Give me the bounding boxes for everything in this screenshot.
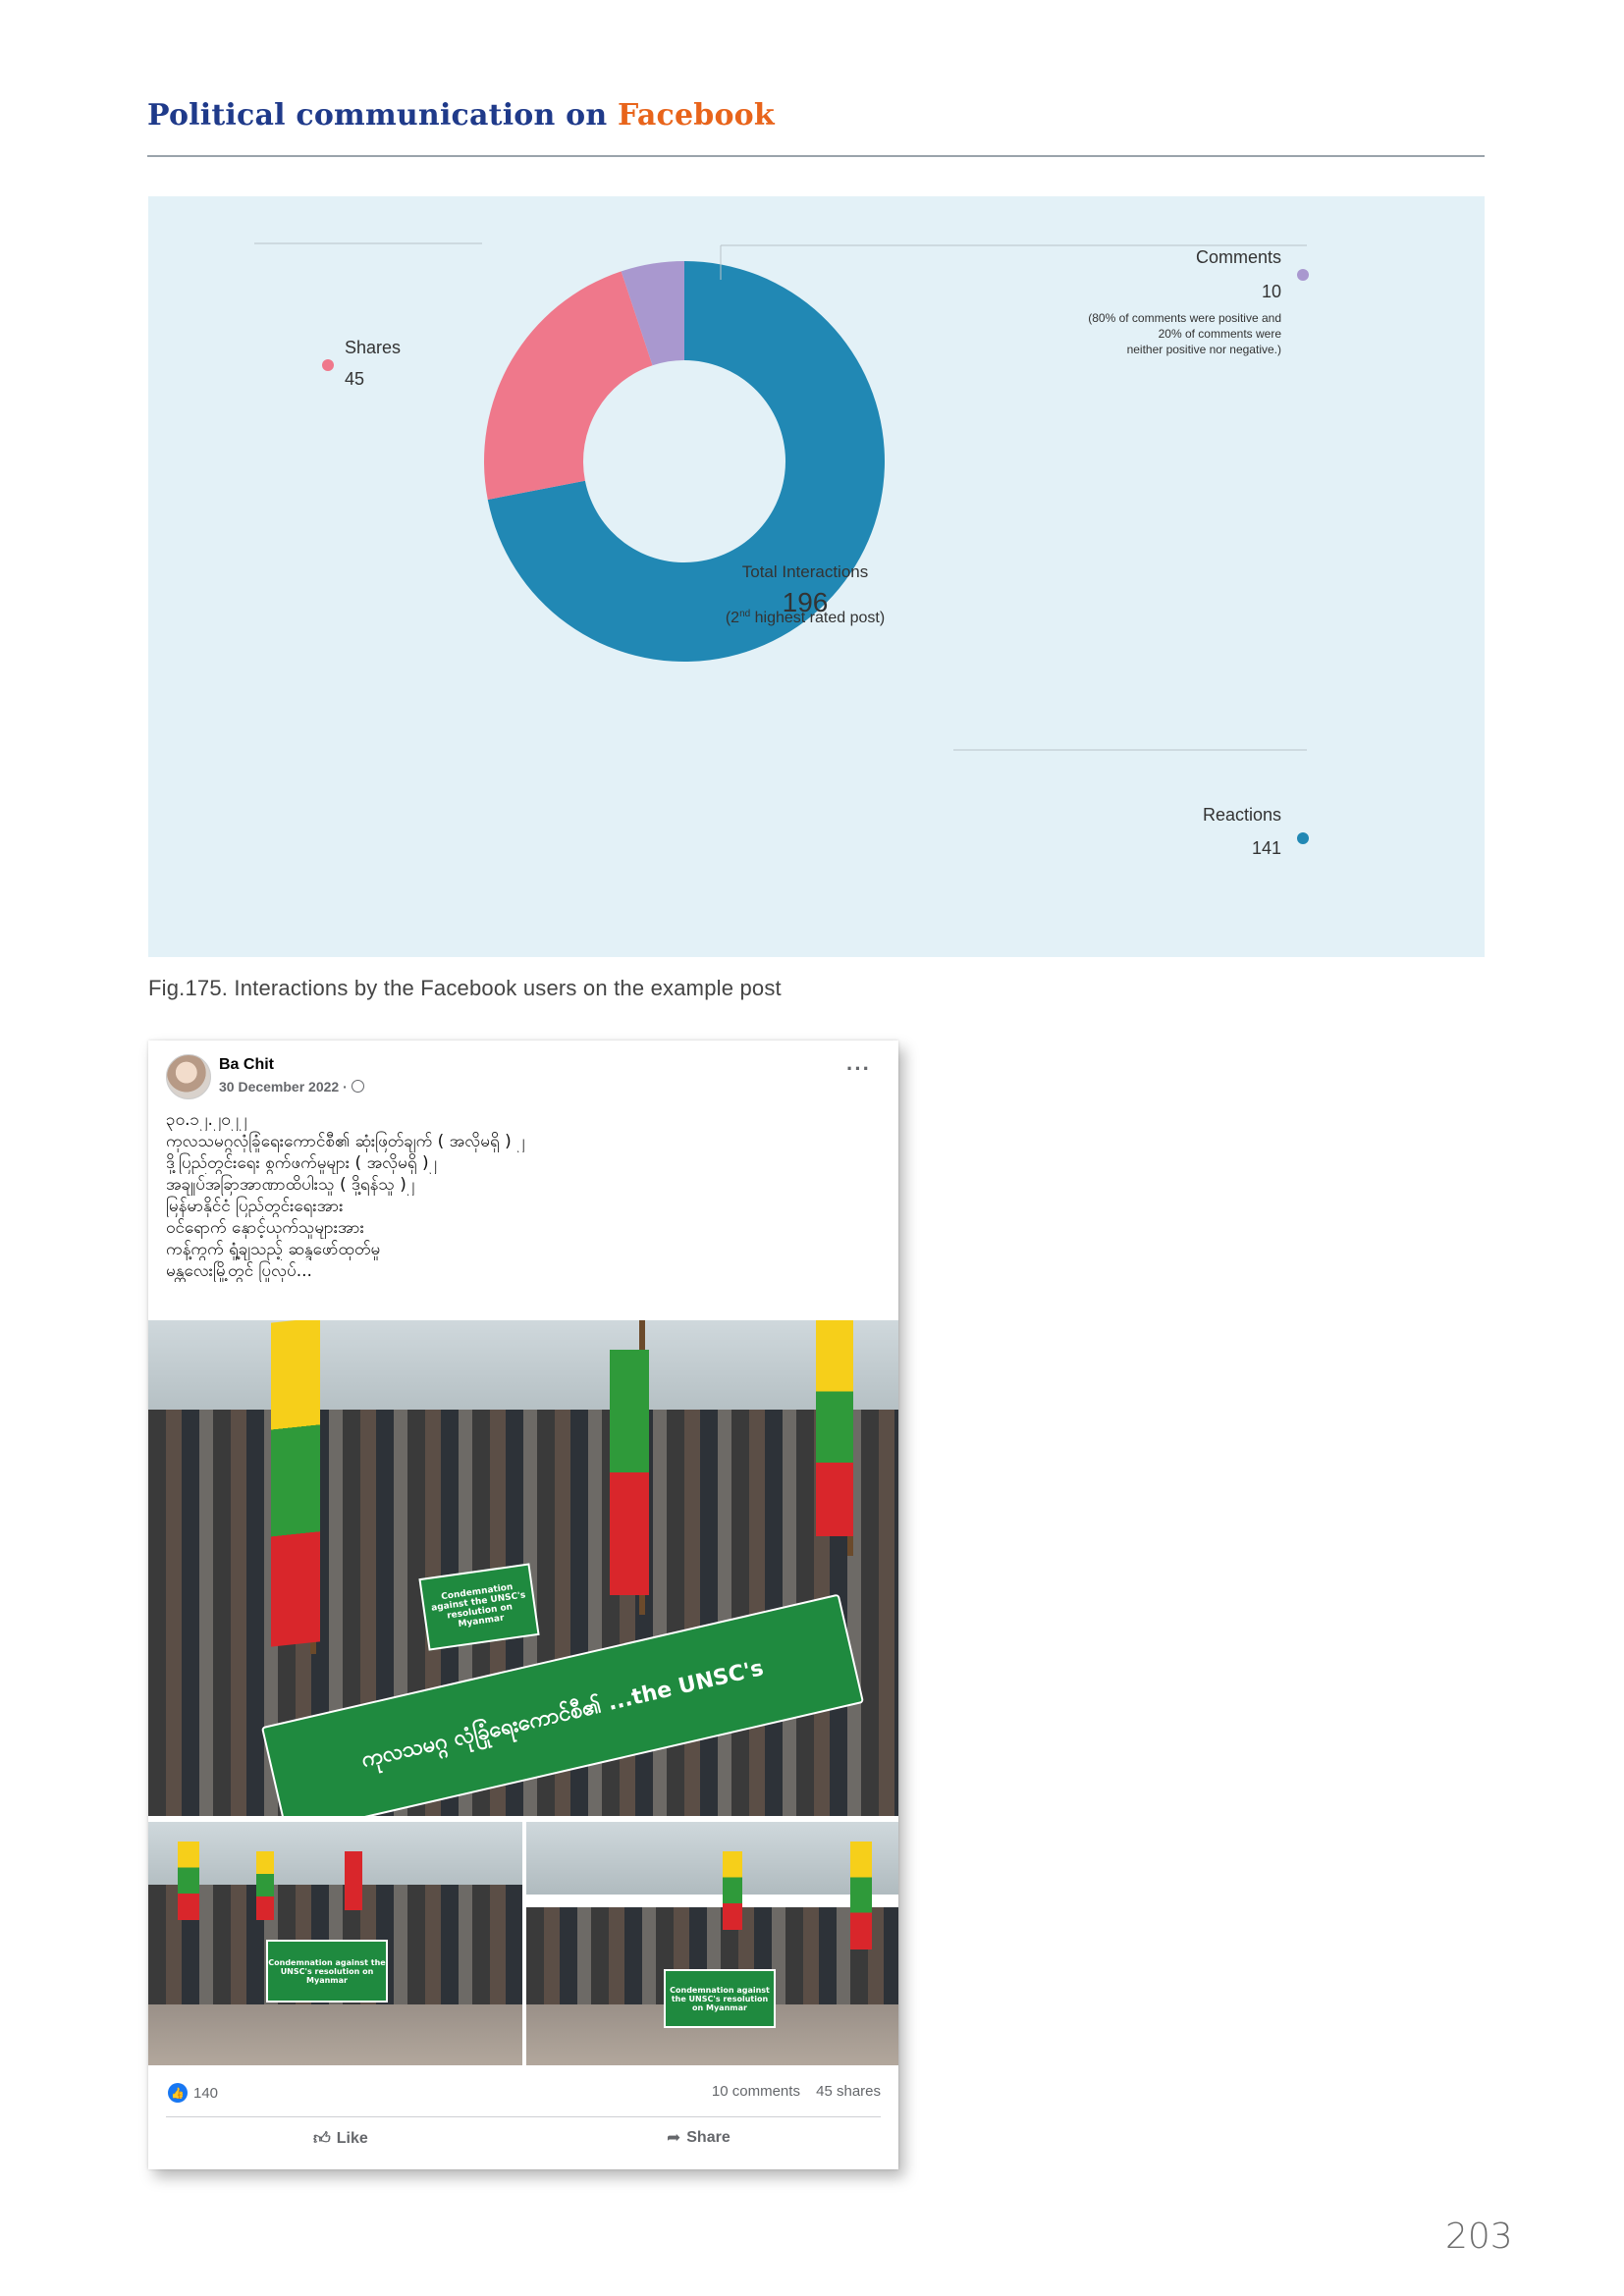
facebook-post — [148, 1041, 898, 2169]
post-line: ၃၀.၁၂.၂၀၂၂ — [166, 1110, 247, 1130]
comments-note-3: neither positive nor negative.) — [1126, 343, 1281, 356]
post-photo-2[interactable] — [148, 1822, 522, 2065]
post-stats — [700, 2083, 881, 2100]
figure-caption: Fig.175. Interactions by the Facebook users on the example post — [148, 976, 782, 1000]
comments-note-1: (80% of comments were positive and — [1088, 311, 1281, 325]
post-line: ကုလသမဂ္ဂလုံခြုံရေးကောင်စီ၏ ဆုံးဖြတ်ချက် ( အလိုမရှိ ) ၂ — [166, 1132, 525, 1151]
reactions-marker — [1297, 832, 1309, 844]
comments-label: Comments — [1195, 247, 1281, 267]
donut-chart — [148, 196, 1485, 957]
shares-count[interactable]: 45 shares — [816, 2083, 881, 2100]
post-line: မြန်မာနိုင်ငံ ပြည်တွင်းရေးအား — [166, 1197, 344, 1216]
thumbs-up-outline-icon: 👍︎ — [313, 2129, 331, 2148]
comments-note-2: 20% of comments were — [1158, 327, 1281, 341]
donut-slice-shares — [484, 271, 653, 500]
post-photo-main[interactable] — [148, 1320, 898, 1816]
thumbs-up-icon: 👍 — [168, 2083, 188, 2103]
post-line: မန္တလေးမြို့တွင် ပြုလုပ်... — [166, 1261, 312, 1281]
page-number: 203 — [1445, 2216, 1513, 2257]
post-header — [166, 1054, 883, 1103]
protest-sign-small: Condemnation against the UNSC's resolution on Myanmar — [418, 1563, 539, 1650]
comments-marker — [1297, 269, 1309, 281]
photo-3-banner: Condemnation against the UNSC's resolution on Myanmar — [664, 1969, 776, 2028]
center-value: 196 — [782, 587, 829, 617]
post-line: ဝင်ရောက် နှောင့်ယှက်သူများအား — [166, 1218, 364, 1238]
post-photo-3[interactable] — [526, 1822, 898, 2065]
page-title-highlight: Facebook — [618, 98, 775, 133]
globe-icon — [352, 1080, 364, 1093]
center-note: (2nd highest rated post) — [725, 609, 886, 626]
header-divider — [147, 155, 1485, 157]
protest-banner-main: ကုလသမဂ္ဂ လုံခြုံရေးကောင်စီ၏ ...the UNSC's — [261, 1594, 864, 1816]
like-button[interactable] — [313, 2128, 368, 2149]
shares-value: 45 — [345, 369, 365, 389]
reactions-label: Reactions — [1202, 805, 1281, 825]
post-text — [166, 1109, 883, 1282]
reaction-count[interactable] — [168, 2083, 218, 2103]
reactions-value: 141 — [1251, 838, 1281, 858]
share-button-label: Share — [686, 2129, 731, 2146]
share-arrow-icon: ➦ — [667, 2128, 681, 2147]
avatar[interactable] — [166, 1054, 211, 1099]
post-line: အချုပ်အခြာအာဏာထိပါးသူ ( ဒို့ရန်သူ )၂ — [166, 1175, 415, 1195]
page-title: Political communication on Facebook — [147, 98, 775, 133]
post-line: ကန့်ကွက် ရှုံ့ချသည့် ဆန္ဒဖော်ထုတ်မှု — [166, 1240, 381, 1259]
more-options-icon[interactable]: ··· — [846, 1056, 871, 1081]
center-label: Total Interactions — [741, 562, 869, 581]
comments-value: 10 — [1261, 282, 1281, 301]
share-button[interactable] — [667, 2128, 731, 2148]
post-line: ဒို့ပြည်တွင်းရေး စွက်ဖက်မှုများ ( အလိုမရှိ )၂ — [166, 1153, 437, 1173]
interactions-chart-panel — [148, 196, 1485, 957]
post-footer — [148, 2071, 898, 2169]
like-count-value: 140 — [193, 2084, 219, 2102]
post-author[interactable]: Ba Chit — [219, 1056, 274, 1073]
post-date[interactable]: 30 December 2022 · — [219, 1079, 364, 1095]
like-button-label: Like — [336, 2129, 368, 2147]
photo-2-banner: Condemnation against the UNSC's resolution on Myanmar — [266, 1940, 388, 2002]
footer-divider — [166, 2116, 881, 2117]
comments-count[interactable]: 10 comments — [711, 2083, 800, 2100]
page-header — [147, 98, 1485, 133]
shares-marker — [322, 359, 334, 371]
shares-label: Shares — [345, 338, 402, 357]
